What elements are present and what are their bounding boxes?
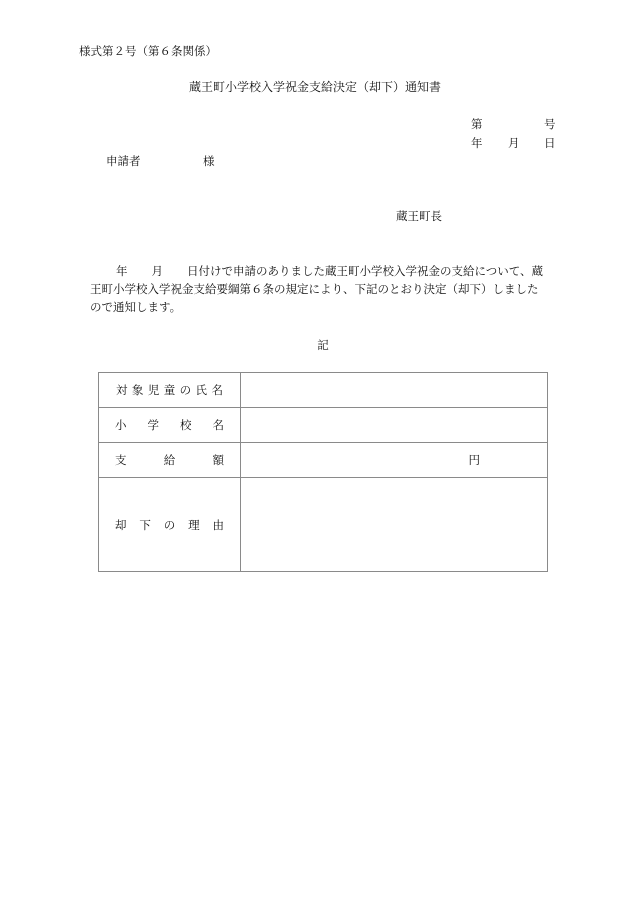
body-line2: 王町小学校入学祝金支給要綱第６条の規定により、下記のとおり決定（却下）しました (90, 282, 539, 296)
applicant-honorific: 様 (203, 154, 215, 168)
label-char: 却 (115, 517, 127, 532)
date-day: 日 (544, 136, 556, 150)
label-rejection-reason (99, 478, 241, 572)
label-char: 由 (212, 517, 224, 532)
body-year: 年 (116, 264, 128, 278)
label-char: 小 (115, 418, 127, 432)
detail-table (98, 372, 548, 572)
label-char: 児 (147, 383, 160, 397)
label-char: 氏 (195, 383, 208, 397)
doc-number-go: 号 (544, 117, 556, 131)
label-char: 下 (139, 517, 151, 532)
label-char: 給 (163, 453, 176, 467)
label-char: 学 (147, 418, 159, 432)
label-char: 理 (188, 517, 200, 532)
label-char: の (163, 517, 176, 532)
value-child-name (241, 373, 548, 408)
value-amount: 円 (241, 443, 548, 478)
value-rejection-reason (241, 478, 548, 572)
document-title: 蔵王町小学校入学祝金支給決定（却下）通知書 (188, 80, 441, 94)
table-row (99, 443, 548, 478)
label-amount (99, 443, 241, 478)
label-char: 名 (212, 418, 224, 432)
body-line1: 日付けで申請のありました蔵王町小学校入学祝金の支給について、蔵 (187, 264, 544, 278)
label-char: 象 (131, 383, 144, 397)
label-char: 額 (212, 453, 224, 467)
body-month: 月 (151, 264, 163, 278)
label-child-name (99, 373, 241, 408)
body-paragraph (90, 262, 570, 316)
value-school-name (241, 408, 548, 443)
label-char: の (179, 383, 192, 397)
body-line3: ので通知します。 (90, 300, 182, 314)
label-char: 校 (180, 418, 192, 432)
label-char: 童 (163, 383, 176, 397)
label-char: 支 (115, 453, 127, 467)
applicant-label: 申請者 (106, 154, 141, 168)
doc-number-dai: 第 (471, 117, 483, 131)
table-row (99, 478, 548, 572)
label-char: 名 (211, 383, 223, 397)
label-school-name (99, 408, 241, 443)
date-year: 年 (471, 136, 483, 150)
issuer-name: 蔵王町長 (396, 209, 442, 223)
label-char: 対 (116, 383, 128, 397)
form-number: 様式第２号（第６条関係） (79, 44, 217, 58)
date-month: 月 (508, 136, 520, 150)
ki-heading: 記 (317, 338, 329, 352)
table-row (99, 408, 548, 443)
table-row (99, 373, 548, 408)
